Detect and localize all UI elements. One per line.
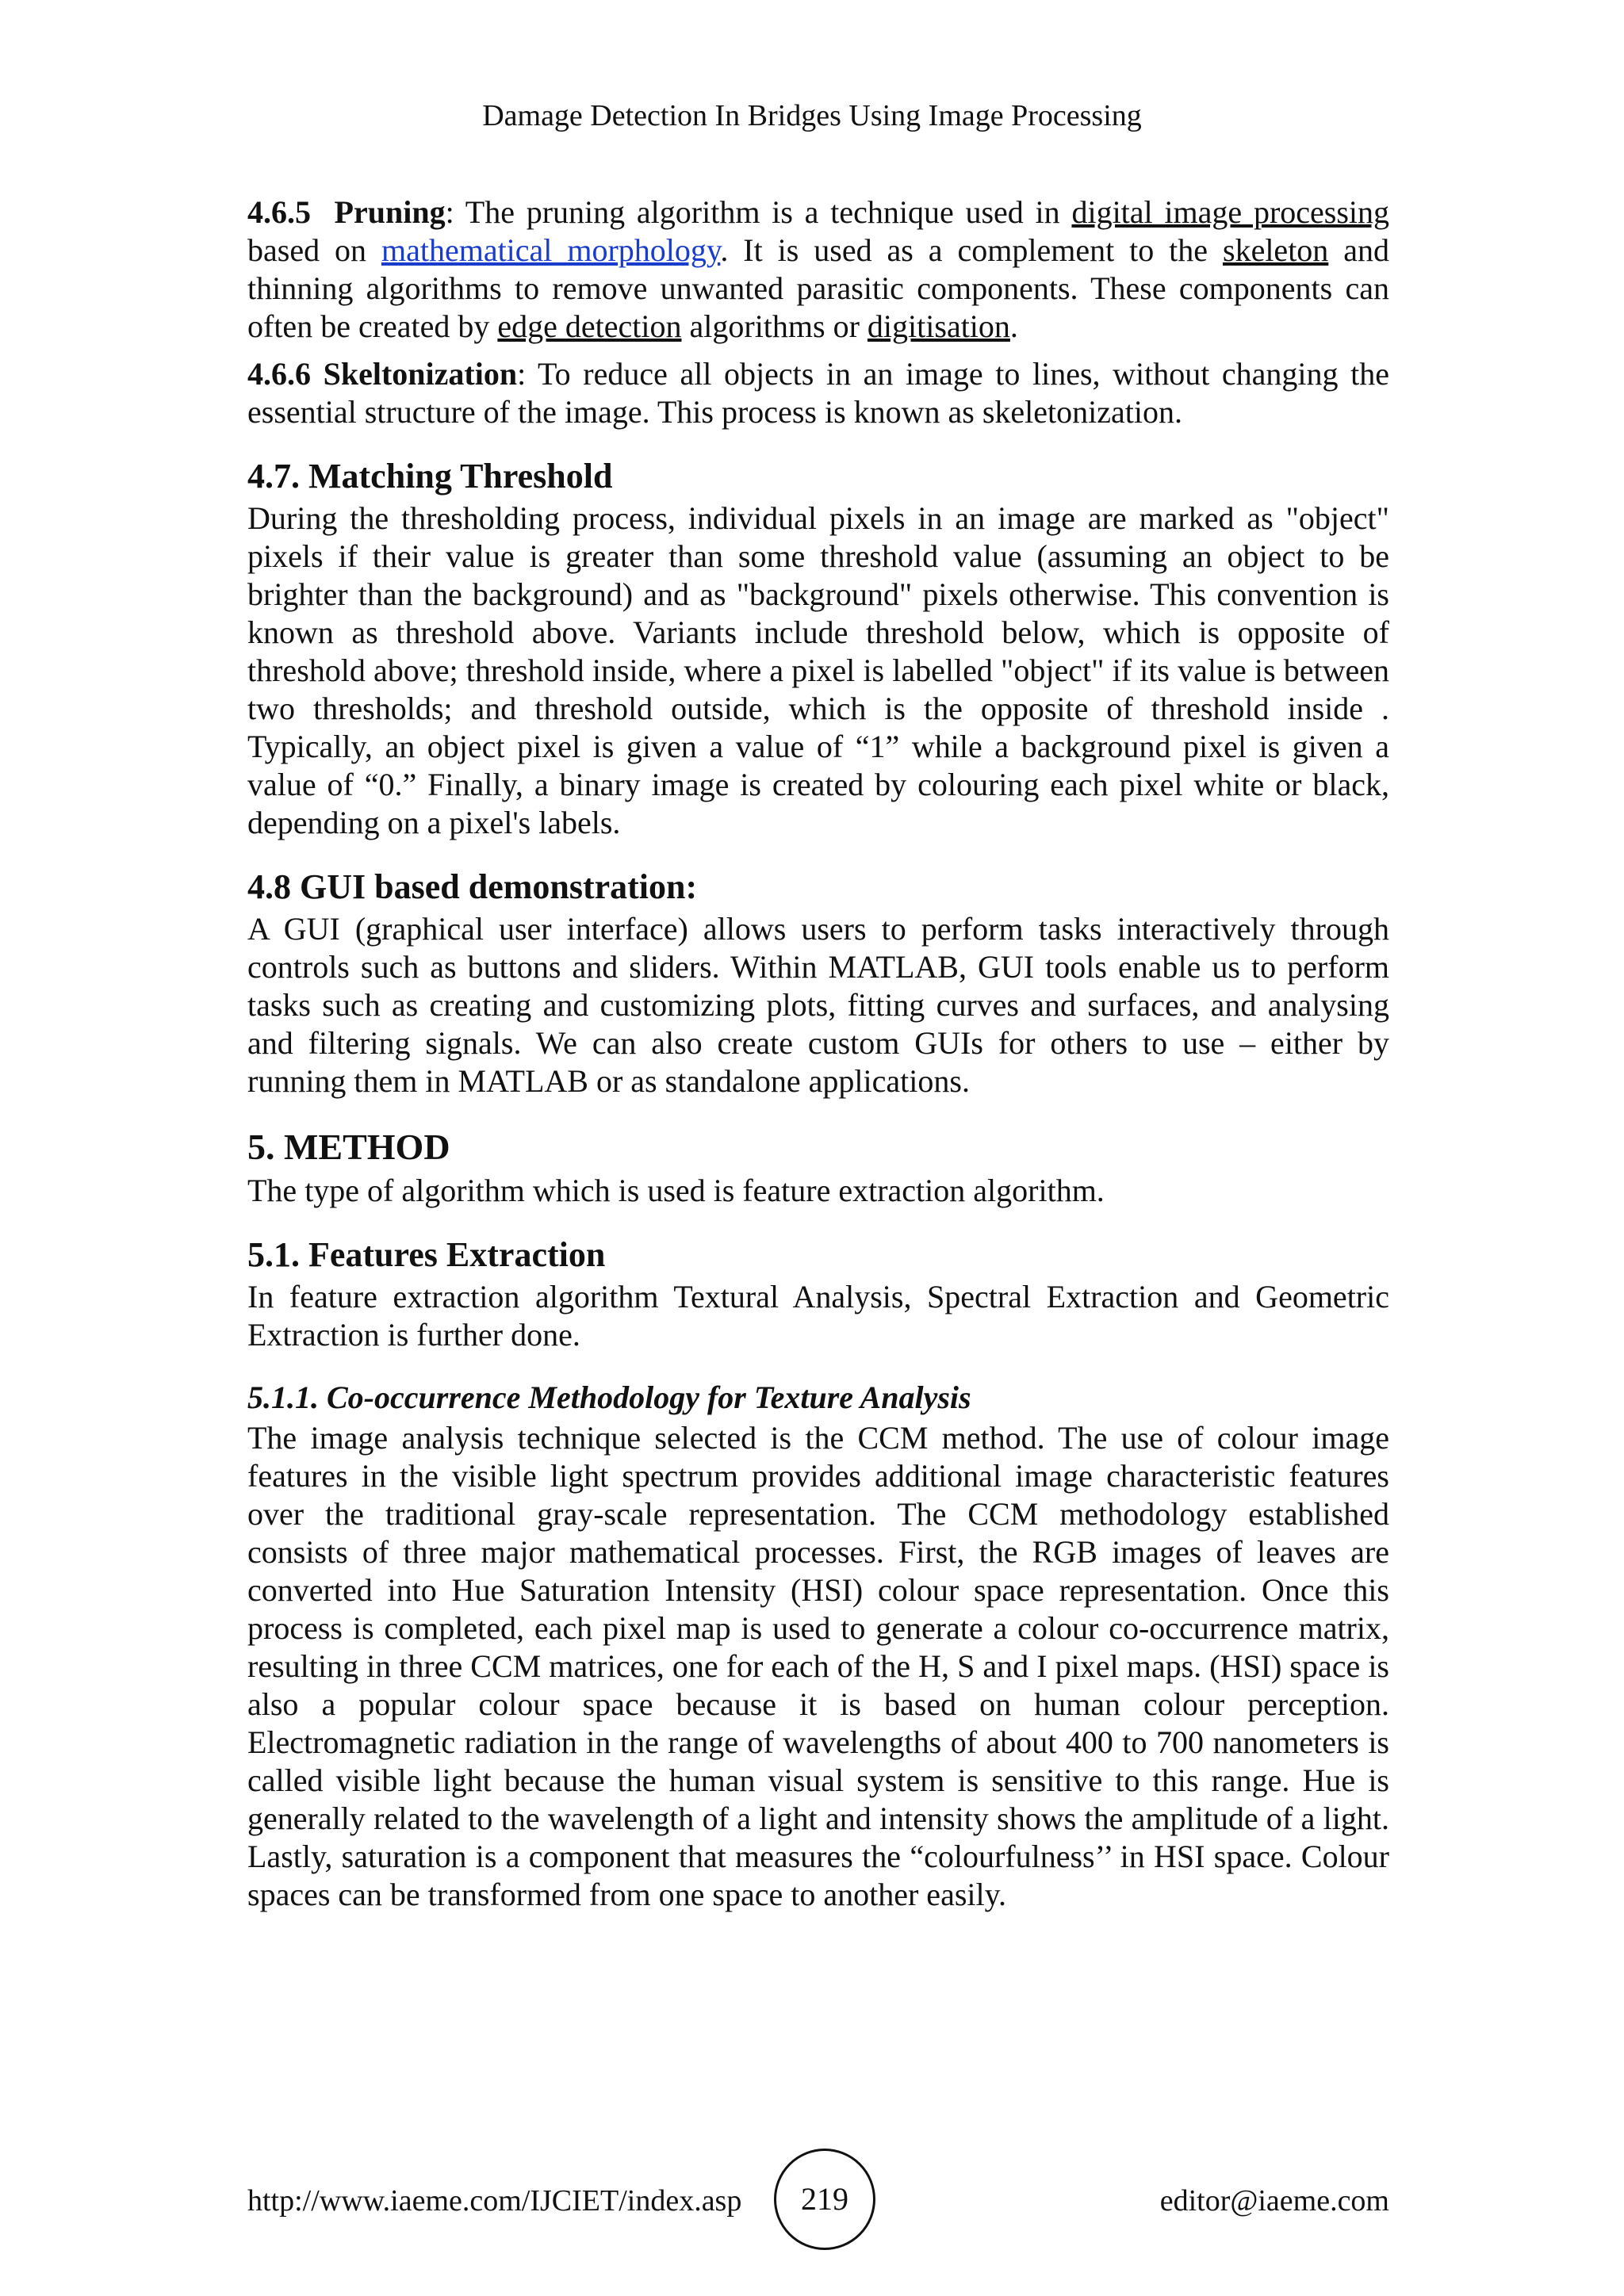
running-header: Damage Detection In Bridges Using Image Processing xyxy=(482,99,1142,132)
page-footer xyxy=(247,2149,1389,2252)
pruning-number: 4.6.5 xyxy=(247,194,311,230)
paragraph-features-extraction: In feature extraction algorithm Textural Analysis, Spectral Extraction and Geometric Extraction is further done. xyxy=(247,1279,1389,1353)
heading-features-extraction: 5.1. Features Extraction xyxy=(247,1235,606,1274)
link-mathematical-morphology[interactable]: mathematical morphology xyxy=(381,232,721,268)
paragraph-matching-threshold: During the thresholding process, individual pixels in an image are marked as "object" pixels if their value is greater than some threshold value (assuming an object to be brighter than the background) and as "background" pixels otherwise. This convention is known as threshold above. Variants include threshold below, which is opposite of threshold above; threshold inside, where a pixel is labelled "object" if its value is between two thresholds; and threshold outside, which is the opposite of threshold inside . Typically, an object pixel is given a value of “1” while a background pixel is given a value of “0.” Finally, a binary image is created by colouring each pixel white or black, depending on a pixel's labels. xyxy=(247,500,1389,840)
paragraph-skeltonization: 4.6.6 Skeltonization: To reduce all objects in an image to lines, without changing the essential structure of the image. This process is known as skeletonization. xyxy=(247,356,1389,430)
page-number: 219 xyxy=(774,2149,875,2250)
footer-url-link[interactable]: http://www.iaeme.com/IJCIET/index.asp xyxy=(247,2184,742,2218)
page-content xyxy=(247,193,1389,1914)
link-skeleton[interactable]: skeleton xyxy=(1223,232,1329,268)
heading-matching-threshold: 4.7. Matching Threshold xyxy=(247,457,613,496)
paragraph-method: The type of algorithm which is used is feature extraction algorithm. xyxy=(247,1173,1105,1208)
skeltonization-term: 4.6.6 Skeltonization xyxy=(247,356,518,392)
footer-email-link[interactable]: editor@iaeme.com xyxy=(1159,2184,1389,2218)
paragraph-cooccurrence-methodology: The image analysis technique selected is the CCM method. The use of colour image features in the visible light spectrum provides additional image characteristic features over the traditional gray-scale representation. The CCM methodology established consists of three major mathematical processes. First, the RGB images of leaves are converted into Hue Saturation Intensity (HSI) colour space representation. Once this process is completed, each pixel map is used to generate a colour co-occurrence matrix, resulting in three CCM matrices, one for each of the H, S and I pixel maps. (HSI) space is also a popular colour space because it is based on human colour perception. Electromagnetic radiation in the range of wavelengths of about 400 to 700 nanometers is called visible light because the human visual system is sensitive to this range. Hue is generally related to the wavelength of a light and intensity shows the amplitude of a light. Lastly, saturation is a component that measures the “colourfulness’’ in HSI space. Colour spaces can be transformed from one space to another easily. xyxy=(247,1420,1389,1912)
heading-gui-demonstration: 4.8 GUI based demonstration: xyxy=(247,867,698,906)
paragraph-pruning: 4.6.5 Pruning: The pruning algorithm is a technique used in digital image processing based on mathematical morphology. It is used as a complement to the skeleton and thinning algorithms to remove unwanted parasitic components. These components can often be created by edge detection algorithms or digitisation. xyxy=(247,194,1390,344)
link-digitisation[interactable]: digitisation xyxy=(867,308,1010,344)
heading-method: 5. METHOD xyxy=(247,1127,450,1167)
link-edge-detection[interactable]: edge detection xyxy=(497,308,682,344)
heading-cooccurrence-methodology: 5.1.1. Co-occurrence Methodology for Texture Analysis xyxy=(247,1380,971,1415)
paragraph-gui-demonstration: A GUI (graphical user interface) allows users to perform tasks interactively through controls such as buttons and sliders. Within MATLAB, GUI tools enable us to perform tasks such as creating and customizing plots, fitting curves and surfaces, and analysing and filtering signals. We can also create custom GUIs for others to use – either by running them in MATLAB or as standalone applications. xyxy=(247,911,1389,1099)
link-digital-image-processing[interactable]: digital image processing xyxy=(1071,194,1390,230)
pruning-term: Pruning xyxy=(334,194,446,230)
